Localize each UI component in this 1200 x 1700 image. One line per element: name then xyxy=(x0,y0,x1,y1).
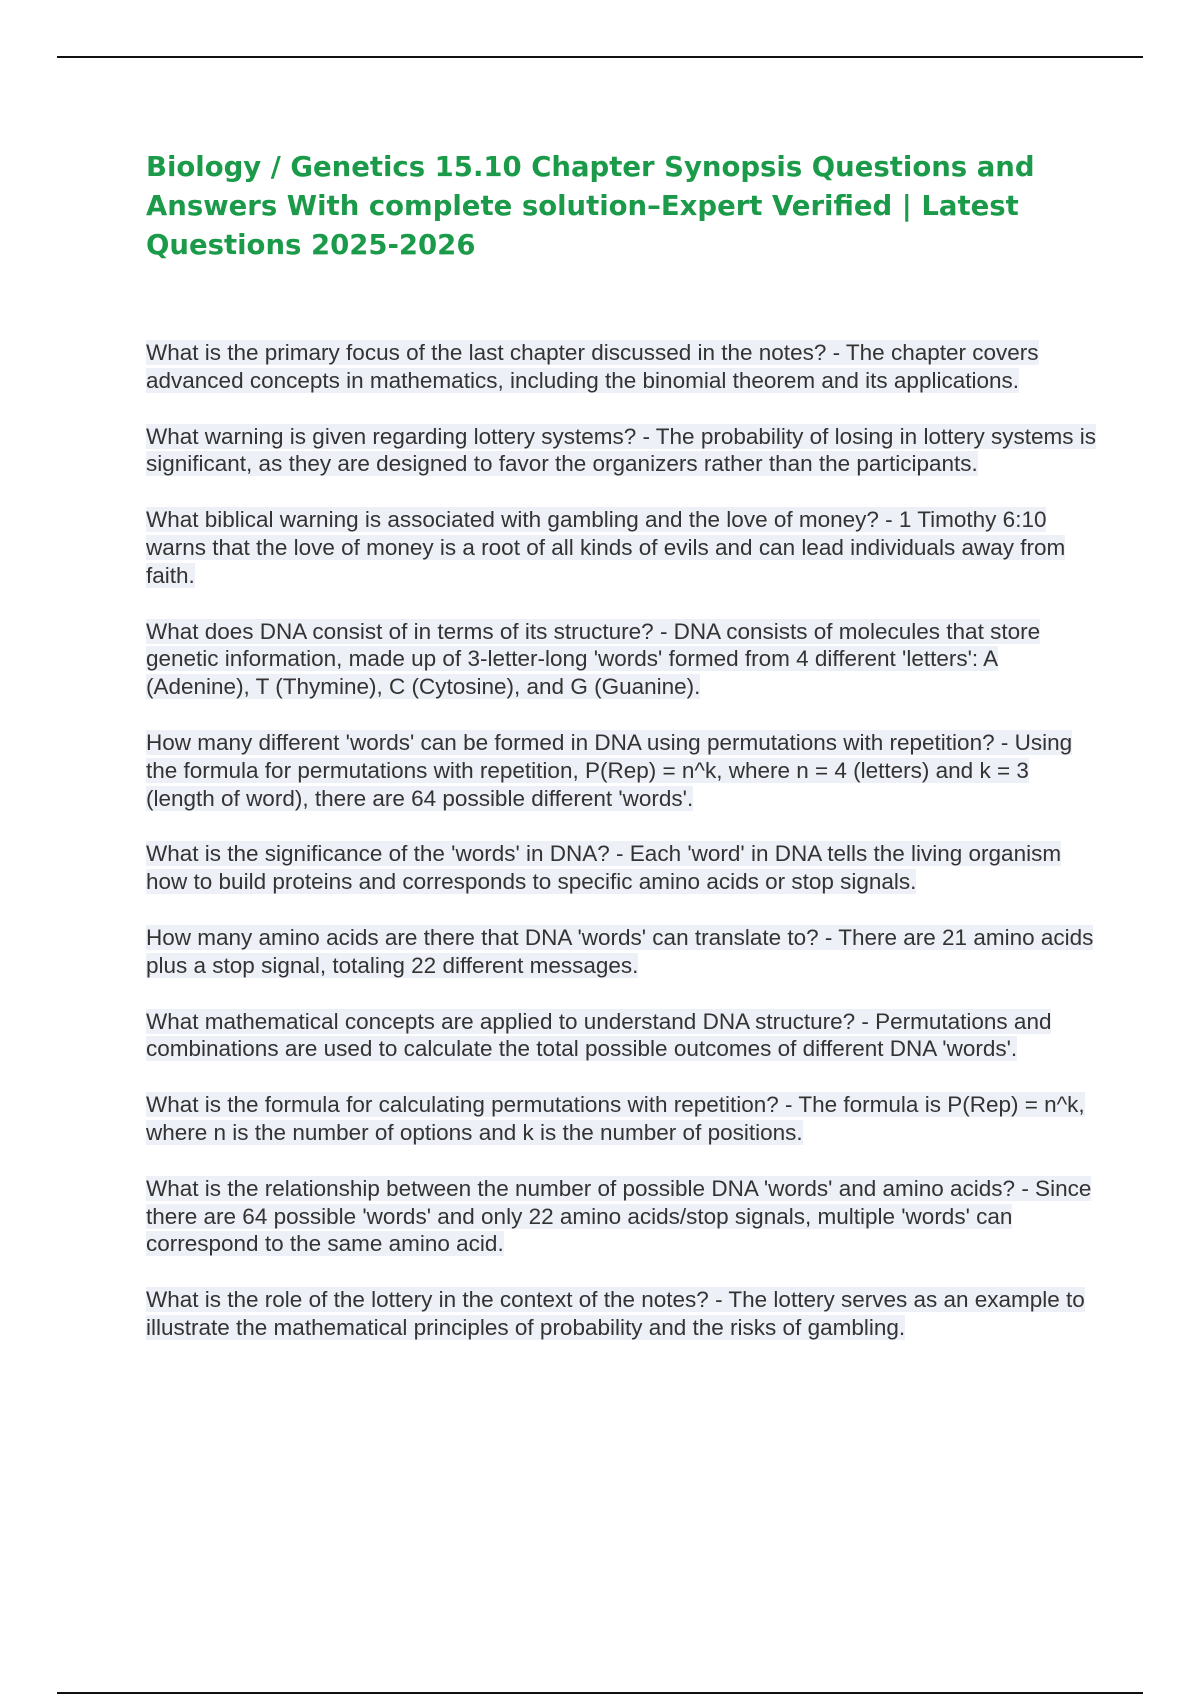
qa-text: What is the primary focus of the last chapter discussed in the notes? - The chapter covers advanced concepts in mathematics, including the binomial theorem and its applications. xyxy=(146,340,1039,393)
qa-item xyxy=(146,1008,1096,1064)
document-body xyxy=(146,148,1096,1370)
qa-text: What biblical warning is associated with gambling and the love of money? - 1 Timothy 6:10 warns that the love of money is a root of all kinds of evils and can lead individuals away from faith. xyxy=(146,507,1066,588)
qa-text: What is the significance of the 'words' in DNA? - Each 'word' in DNA tells the living organism how to build proteins and corresponds to specific amino acids or stop signals. xyxy=(146,841,1062,895)
qa-item xyxy=(146,506,1096,589)
qa-text: How many different 'words' can be formed in DNA using permutations with repetition? - Using the formula for permutations with repetition, P(Rep) = n^k, where n = 4 (letters) and k = 3 (length of word), there are 64 possible different 'words'. xyxy=(146,729,1073,811)
qa-item xyxy=(146,1091,1096,1147)
qa-text: What is the role of the lottery in the context of the notes? - The lottery serves as an example to illustrate the mathematical principles of probability and the risks of gambling. xyxy=(146,1287,1085,1340)
qa-item xyxy=(146,618,1096,701)
document-title: Biology / Genetics 15.10 Chapter Synopsis Questions and Answers With complete solution–Expert Verified | Latest Questions 2025-2026 xyxy=(146,151,1035,261)
bottom-rule xyxy=(57,1692,1143,1694)
qa-text: What mathematical concepts are applied to understand DNA structure? - Permutations and combinations are used to calculate the total possible outcomes of different DNA 'words'. xyxy=(146,1008,1052,1062)
qa-text: What is the formula for calculating permutations with repetition? - The formula is P(Rep) = n^k, where n is the number of options and k is the number of positions. xyxy=(146,1092,1085,1145)
qa-text: What warning is given regarding lottery systems? - The probability of losing in lottery systems is significant, as they are designed to favor the organizers rather than the participants. xyxy=(146,423,1096,477)
qa-item xyxy=(146,1286,1096,1342)
qa-item xyxy=(146,840,1096,896)
qa-item xyxy=(146,924,1096,980)
qa-list xyxy=(146,339,1096,1342)
qa-item xyxy=(146,729,1096,812)
qa-item xyxy=(146,1175,1096,1258)
qa-text: What does DNA consist of in terms of its structure? - DNA consists of molecules that store genetic information, made up of 3-letter-long 'words' formed from 4 different 'letters': A (Adenine), T (Thymine), C (Cytosine), and G (Guanine). xyxy=(146,618,1041,700)
qa-item xyxy=(146,423,1096,479)
top-rule xyxy=(57,56,1143,58)
qa-text: How many amino acids are there that DNA 'words' can translate to? - There are 21 amino acids plus a stop signal, totaling 22 different messages. xyxy=(146,924,1094,978)
qa-text: What is the relationship between the number of possible DNA 'words' and amino acids? - Since there are 64 possible 'words' and only 22 amino acids/stop signals, multiple 'words' can correspond to the same amino acid. xyxy=(146,1175,1092,1257)
qa-item xyxy=(146,339,1096,395)
